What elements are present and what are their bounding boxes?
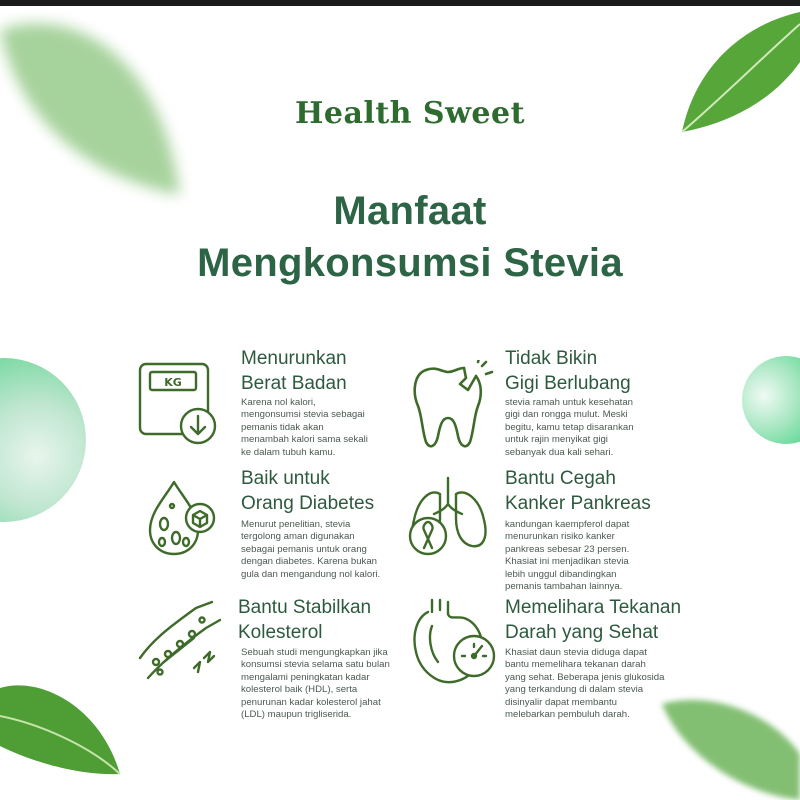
benefit-heading: Menurunkan Berat Badan (241, 348, 347, 394)
blood-sugar-drop-icon (142, 478, 222, 558)
green-orb-left (0, 358, 86, 522)
lungs-ribbon-icon (404, 474, 492, 560)
benefit-text: Khasiat daun stevia diduga dapat bantu memelihara tekanan darah yang sehat. Beberapa jenis glukosida yang terkandung di dalam stevia disinyalir dapat membantu melebarkan pembuluh darah. (505, 647, 665, 721)
benefit-heading: Baik untuk Orang Diabetes (241, 468, 375, 514)
benefit-heading: Tidak Bikin Gigi Berlubang (505, 348, 631, 394)
benefit-heading: Memelihara Tekanan Darah yang Sehat (505, 597, 682, 643)
artery-cholesterol-icon (134, 598, 224, 684)
benefit-text: stevia ramah untuk kesehatan gigi dan rongga mulut. Meski begitu, kamu tetap disarankan untuk rajin menyikat gigi sebanyak dua kali sehari. (505, 397, 634, 458)
leaf-bottom-left (0, 676, 122, 776)
broken-tooth-icon (408, 360, 494, 450)
benefit-heading: Bantu Stabilkan Kolesterol (238, 597, 372, 643)
brand-logo: Health Sweet (295, 96, 525, 131)
benefit-text: Karena nol kalori, mengonsumsi stevia sebagai pemanis tidak akan menambah kalori sama sekali ke dalam tubuh kamu. (241, 397, 368, 458)
heart-gauge-icon (410, 596, 498, 688)
green-orb-right (742, 356, 800, 444)
svg-text:KG: KG (164, 376, 182, 389)
page-title-line-1: Manfaat (333, 189, 487, 233)
benefit-text: Sebuah studi mengungkapkan jika konsumsi stevia selama satu bulan mengalami peningkatan kadar kolesterol baik (HDL), serta penurunan kadar kolesterol jahat (LDL) maupun trigliserida. (241, 647, 390, 721)
scale-kg-icon (136, 360, 222, 448)
benefit-text: Menurut penelitian, stevia tergolong aman digunakan sebagai pemanis untuk orang dengan diabetes. Karena bukan gula dan mengandung nol kalori. (241, 519, 381, 580)
leaf-bottom-right (662, 694, 800, 800)
benefit-heading: Bantu Cegah Kanker Pankreas (505, 468, 651, 514)
benefit-text: kandungan kaempferol dapat menurunkan risiko kanker pankreas sebesar 23 persen. Khasiat ini menjadikan stevia lebih unggul dibandingkan pemanis tambahan lainnya. (505, 519, 630, 593)
page-title-line-2: Mengkonsumsi Stevia (197, 241, 623, 285)
